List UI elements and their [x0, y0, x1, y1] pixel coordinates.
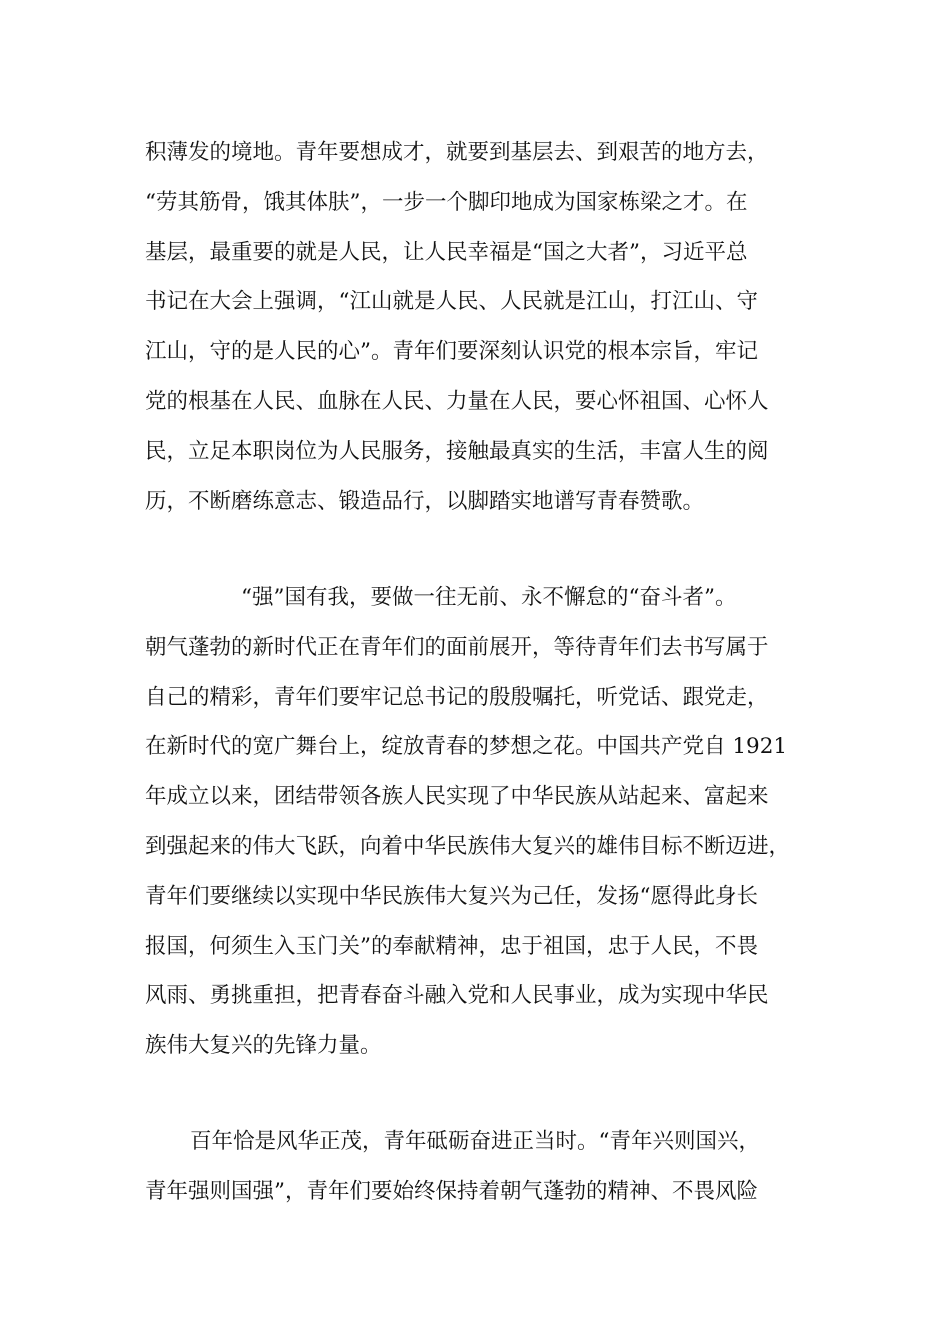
- paragraph-heading-line: “强”国有我，要做一往无前、永不懈怠的“奋斗者”。: [241, 585, 737, 610]
- paragraph-line: 自己的精彩，青年们要牢记总书记的殷殷嘱托，听党话、跟党走，: [145, 684, 769, 710]
- paragraph-line: 历，不断磨练意志、锻造品行，以脚踏实地谱写青春赞歌。: [145, 488, 705, 514]
- paragraph-line: 党的根基在人民、血脉在人民、力量在人民，要心怀祖国、心怀人: [145, 388, 769, 414]
- paragraph-line: “劳其筋骨，饿其体肤”，一步一个脚印地成为国家栋梁之才。在: [145, 189, 748, 215]
- paragraph-line: 报国，何须生入玉门关”的奉献精神，忠于祖国，忠于人民，不畏: [145, 933, 758, 959]
- paragraph-line: 到强起来的伟大飞跃，向着中华民族伟大复兴的雄伟目标不断迈进，: [145, 833, 791, 859]
- paragraph-line: 在新时代的宽广舞台上，绽放青春的梦想之花。中国共产党自 1921: [145, 734, 788, 760]
- paragraph-line: 青年们要继续以实现中华民族伟大复兴为己任，发扬“愿得此身长: [145, 883, 758, 909]
- paragraph-line: 年成立以来，团结带领各族人民实现了中华民族从站起来、富起来: [145, 784, 769, 810]
- paragraph-line: 江山，守的是人民的心”。青年们要深刻认识党的根本宗旨，牢记: [145, 339, 758, 365]
- paragraph-line: 朝气蓬勃的新时代正在青年们的面前展开，等待青年们去书写属于: [145, 634, 769, 660]
- paragraph-1: [145, 128, 835, 526]
- paragraph-line: 风雨、勇挑重担，把青春奋斗融入党和人民事业，成为实现中华民: [145, 983, 769, 1009]
- paragraph-2: [145, 573, 835, 1071]
- paragraph-first-line: 百年恰是风华正茂，青年砥砺奋进正当时。“青年兴则国兴，: [190, 1129, 760, 1154]
- paragraph-3: [145, 1117, 835, 1217]
- paragraph-line: 青年强则国强”，青年们要始终保持着朝气蓬勃的精神、不畏风险: [145, 1178, 758, 1204]
- paragraph-line: 族伟大复兴的先锋力量。: [145, 1033, 382, 1059]
- paragraph-line: 基层，最重要的就是人民，让人民幸福是“国之大者”，习近平总: [145, 239, 748, 265]
- paragraph-line: 积薄发的境地。青年要想成才，就要到基层去、到艰苦的地方去，: [145, 140, 769, 165]
- paragraph-line: 民，立足本职岗位为人民服务，接触最真实的生活，丰富人生的阅: [145, 438, 769, 464]
- paragraph-line: 书记在大会上强调，“江山就是人民、人民就是江山，打江山、守: [145, 289, 758, 315]
